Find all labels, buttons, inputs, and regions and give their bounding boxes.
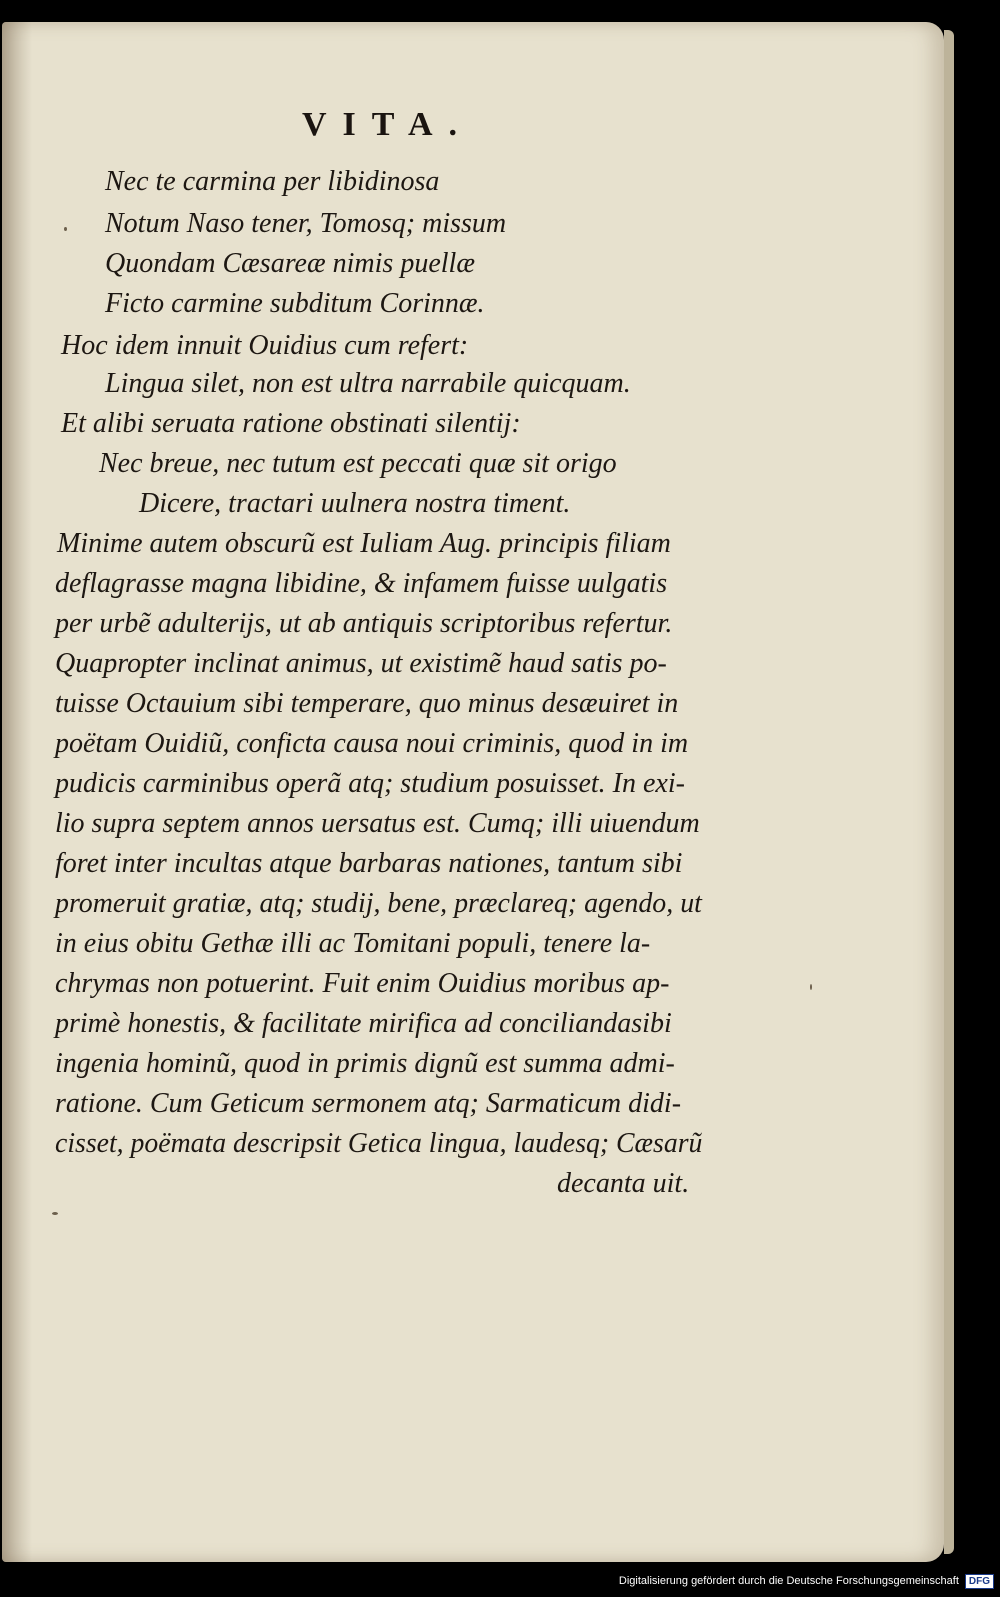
paper-speck <box>810 984 812 990</box>
text-line: chrymas non potuerint. Fuit enim Ouidius moribus ap- <box>55 968 670 999</box>
page-spine-shadow <box>2 22 32 1562</box>
text-line: ratione. Cum Geticum sermonem atq; Sarmaticum didi- <box>55 1088 682 1119</box>
book-page <box>2 22 944 1562</box>
text-line: cisset, poëmata descripsit Getica lingua, laudesq; Cæsarũ <box>55 1128 703 1159</box>
text-line: Minime autem obscurũ est Iuliam Aug. principis filiam <box>57 528 671 559</box>
text-line: per urbẽ adulterijs, ut ab antiquis scriptoribus refertur. <box>55 608 673 639</box>
text-line: ingenia hominũ, quod in primis dignũ est summa admi- <box>55 1048 675 1079</box>
digitization-credit <box>619 1569 994 1593</box>
text-line: Dicere, tractari uulnera nostra timent. <box>139 488 571 519</box>
text-line: Ficto carmine subditum Corinnæ. <box>105 288 485 319</box>
running-header: VITA. <box>302 106 473 143</box>
text-line: in eius obitu Gethæ illi ac Tomitani populi, tenere la- <box>55 928 651 959</box>
text-line: Nec breue, nec tutum est peccati quæ sit origo <box>99 448 617 479</box>
text-line: Et alibi seruata ratione obstinati silentij: <box>61 408 521 439</box>
text-line: Lingua silet, non est ultra narrabile quicquam. <box>105 368 631 399</box>
text-line: promeruit gratiæ, atq; studij, bene, præclareq; agendo, ut <box>55 888 702 919</box>
dfg-logo: DFG <box>965 1574 994 1589</box>
paper-speck <box>52 1212 58 1215</box>
text-line: Nec te carmina per libidinosa <box>105 166 440 197</box>
credit-text: Digitalisierung gefördert durch die Deutsche Forschungsgemeinschaft <box>618 1575 959 1587</box>
text-line: Hoc idem innuit Ouidius cum refert: <box>61 330 469 361</box>
text-line: Quondam Cæsareæ nimis puellæ <box>105 248 475 279</box>
text-line: tuisse Octauium sibi temperare, quo minus desæuiret in <box>55 688 679 719</box>
text-line: primè honestis, & facilitate mirifica ad conciliandasibi <box>55 1008 672 1039</box>
text-line: deflagrasse magna libidine, & infamem fuisse uulgatis <box>55 568 668 599</box>
text-line: lio supra septem annos uersatus est. Cumq; illi uiuendum <box>55 808 700 839</box>
page-edge <box>944 30 954 1554</box>
text-line: pudicis carminibus operã atq; studium posuisset. In exi- <box>55 768 685 799</box>
paper-speck <box>64 227 67 231</box>
text-line: foret inter incultas atque barbaras nationes, tantum sibi <box>55 848 683 879</box>
text-line: decanta uit. <box>557 1168 690 1199</box>
text-line: Quapropter inclinat animus, ut existimẽ haud satis po- <box>55 648 667 679</box>
text-line: Notum Naso tener, Tomosq; missum <box>105 208 507 239</box>
text-line: poëtam Ouidiũ, conficta causa noui criminis, quod in im <box>55 728 689 759</box>
